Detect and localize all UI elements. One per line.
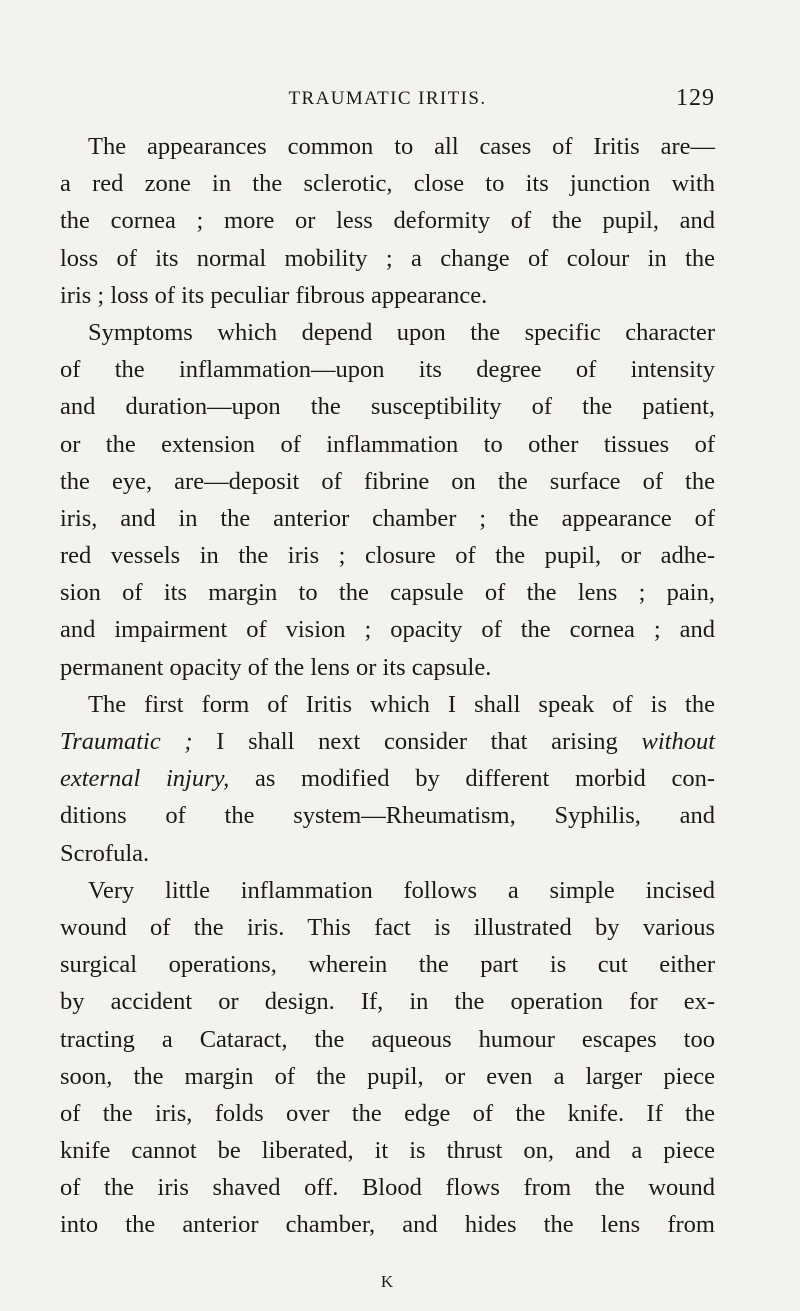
- paragraph-4: [60, 872, 715, 1244]
- paragraph-3: [60, 686, 715, 872]
- page-number: 129: [676, 85, 715, 111]
- text-line: [60, 760, 715, 797]
- text-line: Very little inflammation follows a simple incised: [88, 876, 715, 904]
- text-run: I shall next consider that arising: [192, 728, 642, 755]
- text-line: of the iris, folds over the edge of the knife. If the: [60, 1099, 715, 1127]
- text-line: iris ; loss of its peculiar fibrous appearance.: [60, 281, 488, 309]
- italic-term: external injury,: [60, 765, 230, 793]
- text-line: loss of its normal mobility ; a change of colour in the: [60, 244, 715, 272]
- text-line: of the iris shaved off. Blood flows from the wound: [60, 1174, 715, 1202]
- text-run: as modified by different morbid con-: [229, 765, 715, 793]
- paragraph-1: [60, 128, 715, 314]
- text-line: tracting a Cataract, the aqueous humour escapes too: [60, 1025, 715, 1053]
- text-line: The first form of Iritis which I shall speak of is the: [88, 690, 715, 718]
- text-line: knife cannot be liberated, it is thrust on, and a piece: [60, 1137, 715, 1165]
- text-line: the cornea ; more or less deformity of the pupil, and: [60, 207, 715, 235]
- text-line: and duration—upon the susceptibility of the patient,: [60, 393, 715, 421]
- text-line: iris, and in the anterior chamber ; the appearance of: [60, 504, 715, 532]
- body-text: [60, 128, 715, 1244]
- italic-term: without: [641, 728, 715, 755]
- text-line: of the inflammation—upon its degree of intensity: [60, 356, 715, 384]
- text-line: or the extension of inflammation to other tissues of: [60, 430, 715, 458]
- text-line: by accident or design. If, in the operation for ex-: [60, 988, 715, 1016]
- text-line: Scrofula.: [60, 839, 150, 867]
- text-line: sion of its margin to the capsule of the lens ; pain,: [60, 579, 715, 607]
- text-line: Symptoms which depend upon the specific character: [88, 318, 715, 346]
- text-line: ditions of the system—Rheumatism, Syphilis, and: [60, 802, 715, 830]
- signature-mark: K: [380, 1272, 395, 1291]
- text-line: The appearances common to all cases of Iritis are—: [88, 133, 715, 160]
- text-line: into the anterior chamber, and hides the lens from: [60, 1211, 715, 1239]
- text-line: surgical operations, wherein the part is cut either: [60, 951, 715, 979]
- text-line: [60, 723, 715, 760]
- text-line: a red zone in the sclerotic, close to its junction with: [60, 170, 715, 198]
- italic-term: Traumatic ;: [60, 728, 193, 755]
- text-line: the eye, are—deposit of fibrine on the surface of the: [60, 467, 715, 495]
- text-line: and impairment of vision ; opacity of the cornea ; and: [60, 616, 715, 644]
- text-line: permanent opacity of the lens or its capsule.: [60, 653, 492, 681]
- text-line: soon, the margin of the pupil, or even a larger piece: [60, 1062, 715, 1090]
- paragraph-2: [60, 314, 715, 686]
- text-line: red vessels in the iris ; closure of the pupil, or adhe-: [60, 542, 715, 570]
- running-title: TRAUMATIC IRITIS.: [288, 88, 487, 109]
- page-header: [60, 85, 715, 122]
- text-line: wound of the iris. This fact is illustrated by various: [60, 913, 715, 941]
